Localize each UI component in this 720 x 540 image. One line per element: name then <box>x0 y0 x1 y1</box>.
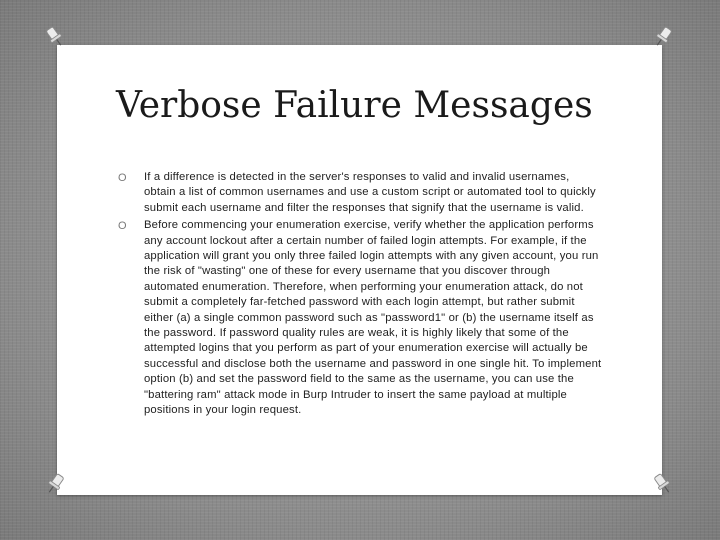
bullet-marker: O <box>118 172 127 184</box>
bullet-list <box>118 170 604 419</box>
bullet-text: If a difference is detected in the server's responses to valid and invalid usernames, obtain a list of common usernames and use a custom script or automated tool to quickly submit each username and filter the responses that signify that the username is valid. <box>144 171 596 214</box>
bullet-item <box>118 170 604 216</box>
bullet-marker: O <box>118 220 127 233</box>
slide-title: Verbose Failure Messages <box>116 85 593 126</box>
bullet-text: Before commencing your enumeration exercise, verify whether the application performs any account lockout after a certain number of failed login attempts. For example, if the application will grant you only three failed login attempts with any given account, you run the risk of "wasting" one of these for every username that you discover through automated enumeration. Therefore, when performing your enumeration attack, do not submit a completely far-fetched password with each login attempt, but rather submit either (a) a single common password such as "password1" or (b) the username itself as the password. If password quality rules are weak, it is highly likely that some of the attempted logins that you perform as part of your enumeration exercise will actually be successful and disclose both the username and password in one single hit. To implement option (b) and set the password field to the same as the username, you can use the "battering ram" attack mode in Burp Intruder to insert the same payload at multiple positions in your login request. <box>144 219 602 417</box>
bullet-item <box>118 218 604 418</box>
